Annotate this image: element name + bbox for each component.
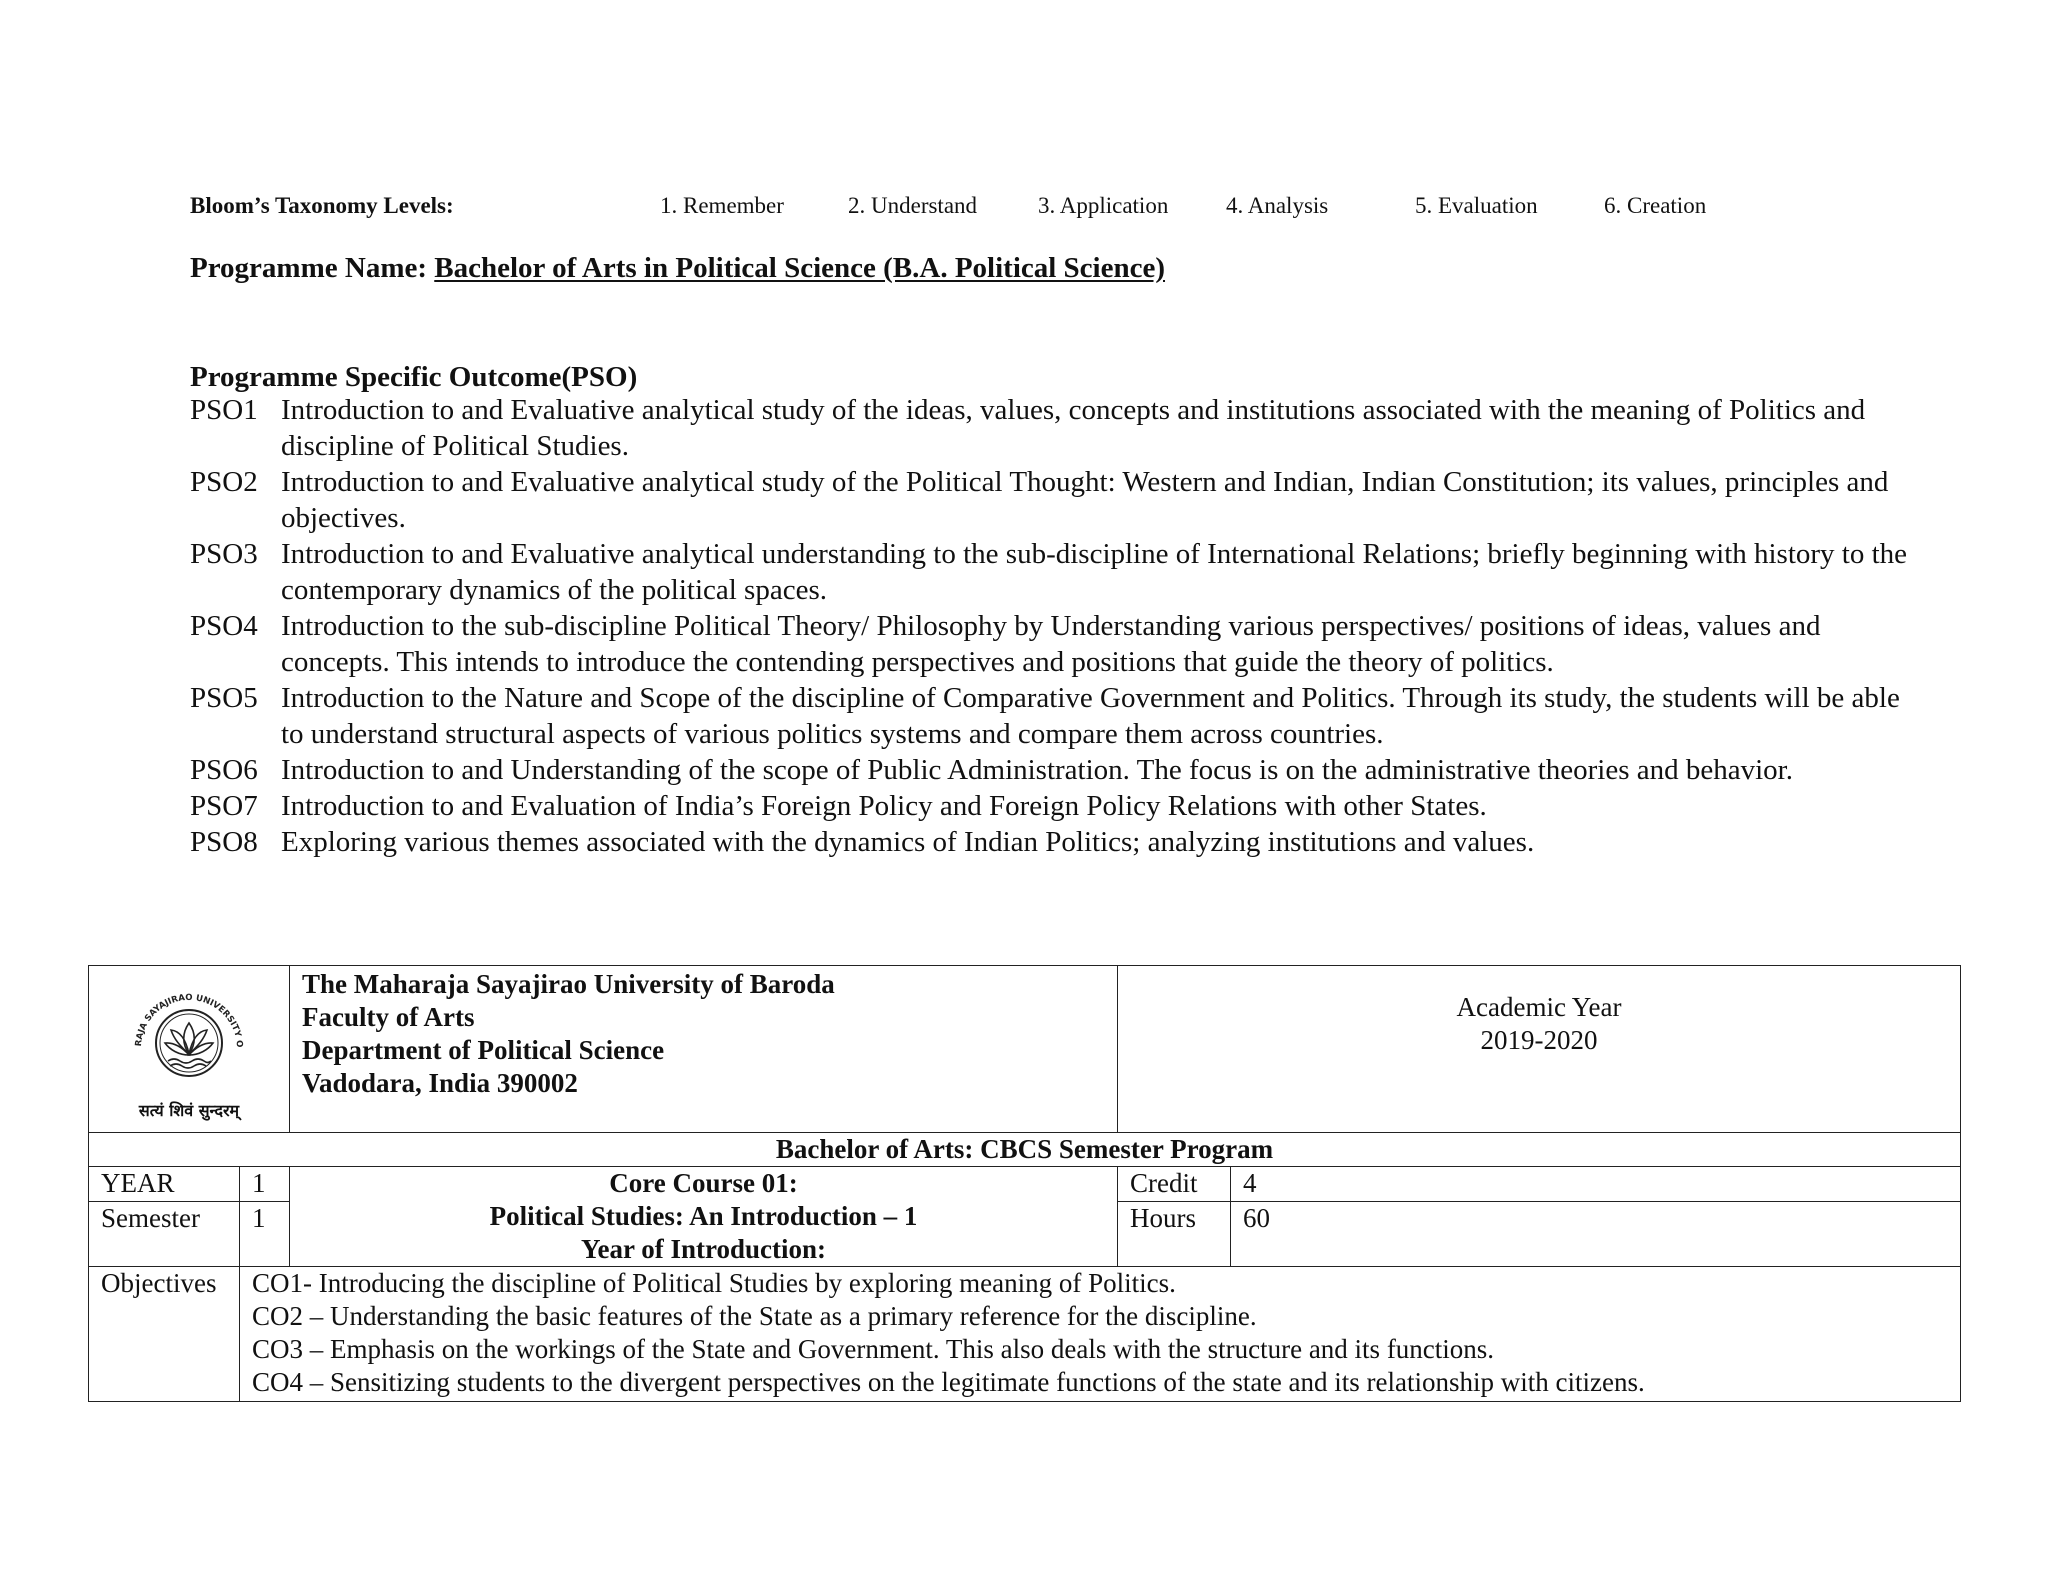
pso-code: PSO6: [190, 754, 258, 786]
objectives-list: [240, 1267, 1645, 1401]
university-info-cell: [290, 966, 1118, 1133]
objectives-cell: [89, 1267, 1961, 1402]
objective-item: CO2 – Understanding the basic features of the State as a primary reference for the discipline.: [252, 1301, 1257, 1331]
academic-year-value: 2019-2020: [1480, 1025, 1598, 1055]
pso-text: Introduction to the sub-discipline Political Theory/ Philosophy by Understanding various perspectives/ positions of ideas, values and concepts. This intends to introduce the contending perspectives and positions that guide the theory of politics.: [281, 610, 1821, 678]
pso-text: Introduction to and Evaluative analytical study of the ideas, values, concepts and institutions associated with the meaning of Politics and discipline of Political Studies.: [281, 394, 1866, 462]
pso-item: [190, 824, 1910, 860]
university-name: The Maharaja Sayajirao University of Baroda: [302, 969, 835, 999]
course-code: Core Course 01:: [609, 1168, 798, 1198]
blooms-level-4: 4. Analysis: [1226, 193, 1329, 218]
pso-code: PSO7: [190, 790, 258, 822]
pso-heading: Programme Specific Outcome(PSO): [190, 361, 638, 393]
year-row: [89, 1167, 1961, 1202]
pso-text: Introduction to and Evaluative analytical understanding to the sub-discipline of International Relations; briefly beginning with history to the contemporary dynamics of the political spaces.: [281, 538, 1908, 606]
programme-name-value: Bachelor of Arts in Political Science (B.A. Political Science): [434, 252, 1166, 284]
academic-year-label: Academic Year: [1456, 992, 1622, 1022]
pso-item: [190, 392, 1910, 464]
department-name: Department of Political Science: [302, 1035, 665, 1065]
pso-code: PSO5: [190, 682, 258, 714]
year-of-introduction: Year of Introduction:: [580, 1234, 826, 1264]
pso-item: [190, 536, 1910, 608]
pso-text: Exploring various themes associated with the dynamics of Indian Politics; analyzing institutions and values.: [281, 826, 1535, 858]
year-label: YEAR: [89, 1167, 240, 1202]
pso-code: PSO1: [190, 394, 258, 426]
semester-value: 1: [240, 1202, 290, 1267]
faculty-name: Faculty of Arts: [302, 1002, 475, 1032]
pso-text: Introduction to and Evaluative analytical study of the Political Thought: Western and Indian, Indian Constitution; its values, principles and objectives.: [281, 466, 1889, 534]
academic-year-cell: [1118, 966, 1961, 1133]
pso-item: [190, 788, 1910, 824]
university-logo-cell: [89, 966, 290, 1133]
blooms-level-6: 6. Creation: [1604, 193, 1707, 218]
pso-text: Introduction to the Nature and Scope of the discipline of Comparative Government and Politics. Through its study, the students will be able to understand structural aspects of various politics systems and compare them across countries.: [281, 682, 1900, 750]
objective-item: CO1- Introducing the discipline of Political Studies by exploring meaning of Politics.: [252, 1268, 1176, 1298]
objectives-row: [89, 1267, 1961, 1402]
pso-item: [190, 608, 1910, 680]
year-value: 1: [240, 1167, 290, 1202]
programme-name-label: Programme Name:: [190, 252, 435, 284]
university-seal-icon: [124, 978, 254, 1108]
pso-code: PSO8: [190, 826, 258, 858]
blooms-level-3: 3. Application: [1038, 193, 1169, 218]
program-title: Bachelor of Arts: CBCS Semester Program: [89, 1133, 1961, 1167]
course-title: Political Studies: An Introduction – 1: [489, 1201, 918, 1231]
blooms-taxonomy-line: [190, 189, 1750, 223]
blooms-level-1: 1. Remember: [660, 193, 784, 218]
objective-item: CO3 – Emphasis on the workings of the State and Government. This also deals with the structure and its functions.: [252, 1334, 1495, 1364]
university-header-row: [89, 966, 1961, 1133]
course-title-cell: [290, 1167, 1118, 1267]
credit-value: 4: [1231, 1167, 1961, 1202]
program-title-row: [89, 1133, 1961, 1167]
pso-code: PSO4: [190, 610, 258, 642]
pso-item: [190, 752, 1910, 788]
blooms-label: Bloom’s Taxonomy Levels:: [190, 193, 454, 218]
pso-code: PSO2: [190, 466, 258, 498]
pso-list: [190, 392, 1910, 860]
hours-label: Hours: [1118, 1202, 1231, 1267]
objective-item: CO4 – Sensitizing students to the divergent perspectives on the legitimate functions of the state and its relationship with citizens.: [252, 1367, 1645, 1397]
university-motto: सत्यं शिवं सुन्दरम्: [138, 1101, 240, 1120]
course-table: [88, 965, 1961, 1402]
blooms-level-2: 2. Understand: [848, 193, 978, 218]
objectives-label: Objectives: [89, 1267, 240, 1401]
pso-code: PSO3: [190, 538, 258, 570]
pso-text: Introduction to and Evaluation of India’s Foreign Policy and Foreign Policy Relations with other States.: [281, 790, 1487, 822]
pso-item: [190, 680, 1910, 752]
university-address: Vadodara, India 390002: [302, 1068, 578, 1098]
blooms-level-5: 5. Evaluation: [1415, 193, 1538, 218]
pso-item: [190, 464, 1910, 536]
hours-value: 60: [1231, 1202, 1961, 1267]
pso-text: Introduction to and Understanding of the scope of Public Administration. The focus is on the administrative theories and behavior.: [281, 754, 1793, 786]
svg-text:THE MAHARAJA SAYAJIRAO UNIVERS: RAJA SAYAJIRAO UNIVERSITY O: [133, 992, 245, 1048]
programme-name: [190, 248, 1165, 288]
credit-label: Credit: [1118, 1167, 1231, 1202]
semester-label: Semester: [89, 1202, 240, 1267]
